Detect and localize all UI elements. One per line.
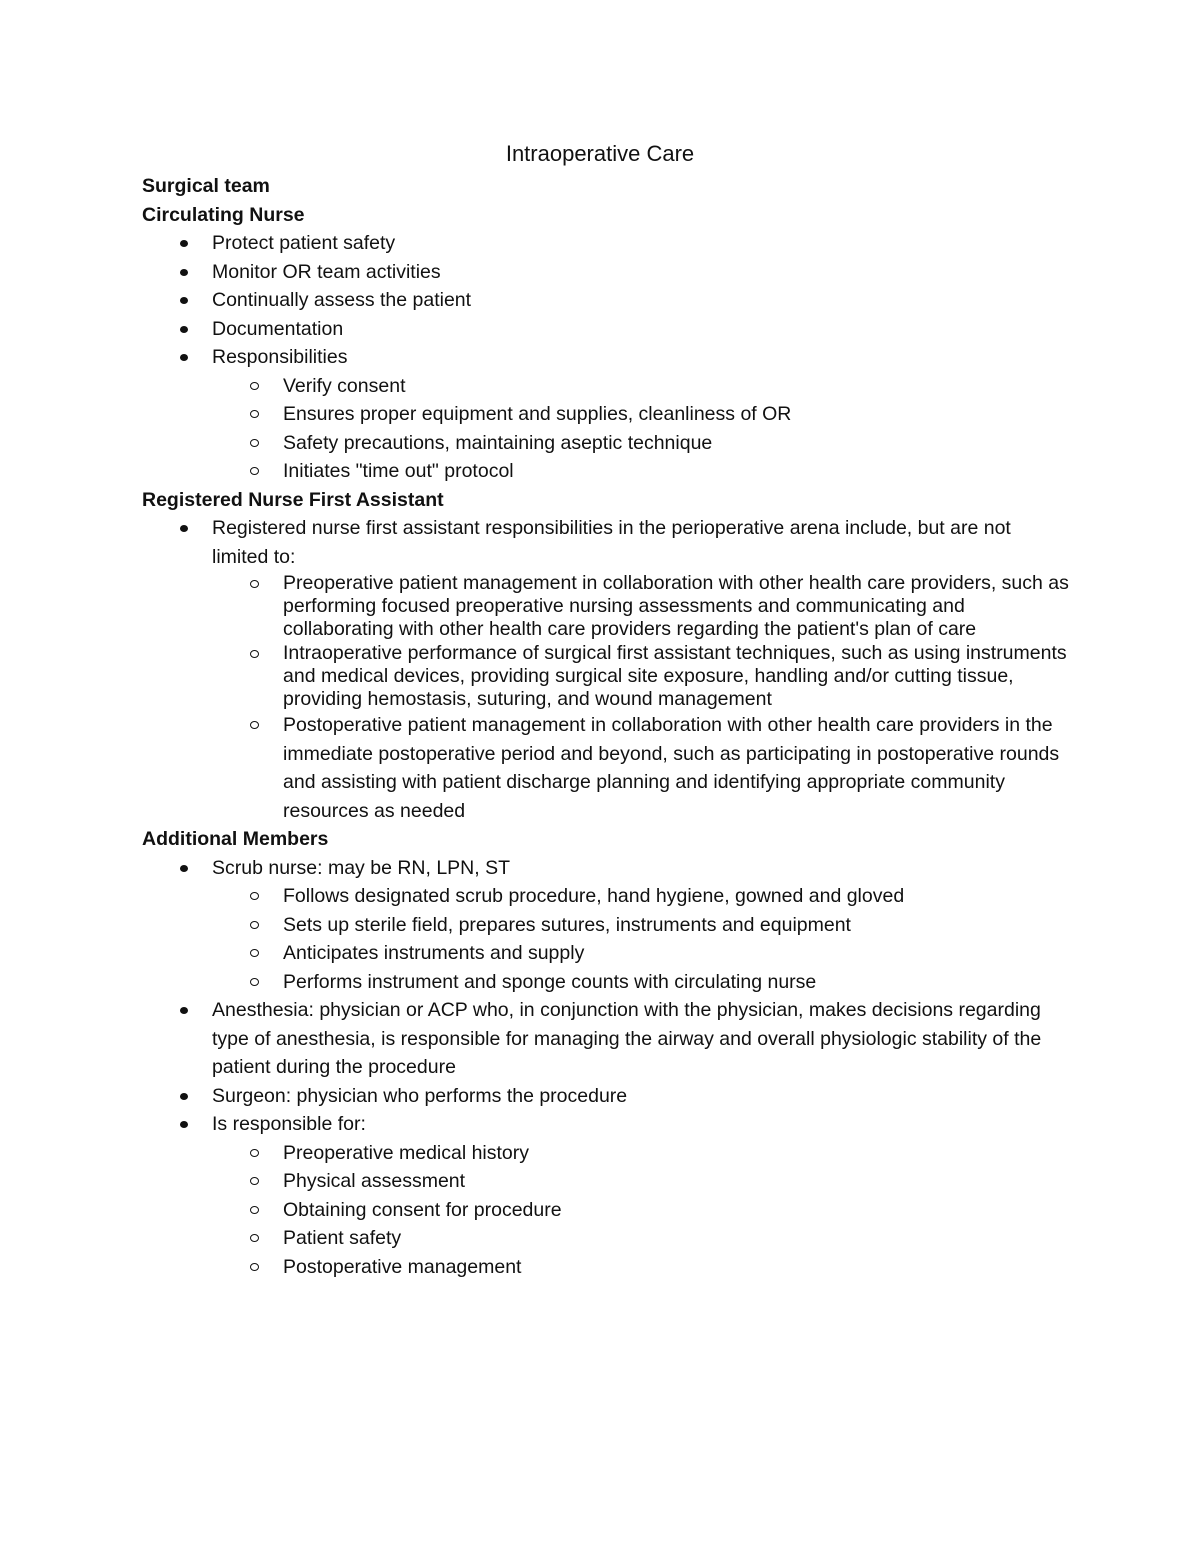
hollow-bullet-icon	[250, 410, 259, 418]
list-item: Physical assessment	[212, 1167, 1072, 1196]
list-item: Registered nurse first assistant responsibilities in the perioperative arena include, but are not limited to: Preoperative patient management in collaboration with other health care providers, such as performing focused preoperative nursing assessments and communicating and collaborating with other health care providers regarding the patient's plan of care Intraoperative performance of surgical first assistant techniques, such as using instruments and medical devices, providing surgical site exposure, handling and/or cutting tissue, providing hemostasis, suturing, and wound management Postoperative patient management in collaboration with other health care providers in the immediate postoperative period and beyond, such as participating in postoperative rounds and assisting with patient discharge planning and identifying appropriate community resources as needed	[142, 514, 1072, 825]
additional-members-heading: Additional Members	[142, 828, 329, 851]
responsible-for-list	[212, 1139, 1072, 1282]
bullet-icon	[180, 269, 188, 276]
list-item: Intraoperative performance of surgical first assistant techniques, such as using instruments and medical devices, providing surgical site exposure, handling and/or cutting tissue, providing hemostasis, suturing, and wound management	[212, 642, 1072, 712]
scrub-nurse-list	[212, 882, 1072, 996]
list-item: Is responsible for: Preoperative medical history Physical assessment Obtaining consent for procedure Patient safety Postoperative management	[142, 1110, 1072, 1281]
hollow-bullet-icon	[250, 921, 259, 929]
additional-members-list	[142, 854, 1072, 1282]
hollow-bullet-icon	[250, 580, 259, 588]
hollow-bullet-icon	[250, 382, 259, 390]
circulating-nurse-heading: Circulating Nurse	[142, 203, 305, 226]
circulating-nurse-list	[142, 229, 1072, 486]
list-item: Performs instrument and sponge counts with circulating nurse	[212, 968, 1072, 997]
hollow-bullet-icon	[250, 721, 259, 729]
hollow-bullet-icon	[250, 949, 259, 957]
rnfa-subitems-list-postop	[212, 711, 1072, 825]
hollow-bullet-icon	[250, 1263, 259, 1271]
list-item: Postoperative patient management in collaboration with other health care providers in the immediate postoperative period and beyond, such as participating in postoperative rounds and assisting with patient discharge planning and identifying appropriate community resources as needed	[212, 711, 1072, 825]
hollow-bullet-icon	[250, 1177, 259, 1185]
hollow-bullet-icon	[250, 1206, 259, 1214]
list-item: Protect patient safety	[142, 229, 1072, 258]
bullet-icon	[180, 240, 188, 247]
hollow-bullet-icon	[250, 978, 259, 986]
bullet-icon	[180, 1007, 188, 1014]
list-item: Preoperative medical history	[212, 1139, 1072, 1168]
list-item: Verify consent	[212, 372, 1072, 401]
rnfa-heading: Registered Nurse First Assistant	[142, 488, 444, 511]
list-item: Follows designated scrub procedure, hand hygiene, gowned and gloved	[212, 882, 1072, 911]
list-item: Ensures proper equipment and supplies, cleanliness of OR	[212, 400, 1072, 429]
list-item: Continually assess the patient	[142, 286, 1072, 315]
hollow-bullet-icon	[250, 892, 259, 900]
responsibilities-list	[212, 372, 1072, 486]
list-item: Preoperative patient management in collaboration with other health care providers, such as performing focused preoperative nursing assessments and communicating and collaborating with other health care providers regarding the patient's plan of care	[212, 572, 1072, 642]
bullet-icon	[180, 297, 188, 304]
hollow-bullet-icon	[250, 650, 259, 658]
bullet-icon	[180, 865, 188, 872]
list-item: Scrub nurse: may be RN, LPN, ST Follows designated scrub procedure, hand hygiene, gowned and gloved Sets up sterile field, prepares sutures, instruments and equipment Anticipates instruments and supply Performs instrument and sponge counts with circulating nurse	[142, 854, 1072, 997]
list-item: Patient safety	[212, 1224, 1072, 1253]
bullet-icon	[180, 1093, 188, 1100]
list-item: Documentation	[142, 315, 1072, 344]
bullet-icon	[180, 326, 188, 333]
rnfa-list	[142, 514, 1072, 825]
list-item: Postoperative management	[212, 1253, 1072, 1282]
hollow-bullet-icon	[250, 439, 259, 447]
list-item: Anesthesia: physician or ACP who, in conjunction with the physician, makes decisions regarding type of anesthesia, is responsible for managing the airway and overall physiologic stability of the patient during the procedure	[142, 996, 1072, 1082]
list-item: Safety precautions, maintaining aseptic technique	[212, 429, 1072, 458]
hollow-bullet-icon	[250, 1149, 259, 1157]
bullet-icon	[180, 1121, 188, 1128]
surgical-team-heading: Surgical team	[142, 175, 270, 197]
list-item: Responsibilities Verify consent Ensures proper equipment and supplies, cleanliness of OR Safety precautions, maintaining aseptic technique Initiates "time out" protocol	[142, 343, 1072, 486]
list-item: Sets up sterile field, prepares sutures, instruments and equipment	[212, 911, 1072, 940]
rnfa-subitems-list	[212, 571, 1072, 711]
list-item: Anticipates instruments and supply	[212, 939, 1072, 968]
hollow-bullet-icon	[250, 1234, 259, 1242]
bullet-icon	[180, 354, 188, 361]
list-item: Surgeon: physician who performs the procedure	[142, 1082, 1072, 1111]
list-item: Initiates "time out" protocol	[212, 457, 1072, 486]
document-title: Intraoperative Care	[505, 141, 695, 166]
document-body	[142, 172, 1072, 1281]
bullet-icon	[180, 525, 188, 532]
list-item: Monitor OR team activities	[142, 258, 1072, 287]
hollow-bullet-icon	[250, 467, 259, 475]
list-item: Obtaining consent for procedure	[212, 1196, 1072, 1225]
